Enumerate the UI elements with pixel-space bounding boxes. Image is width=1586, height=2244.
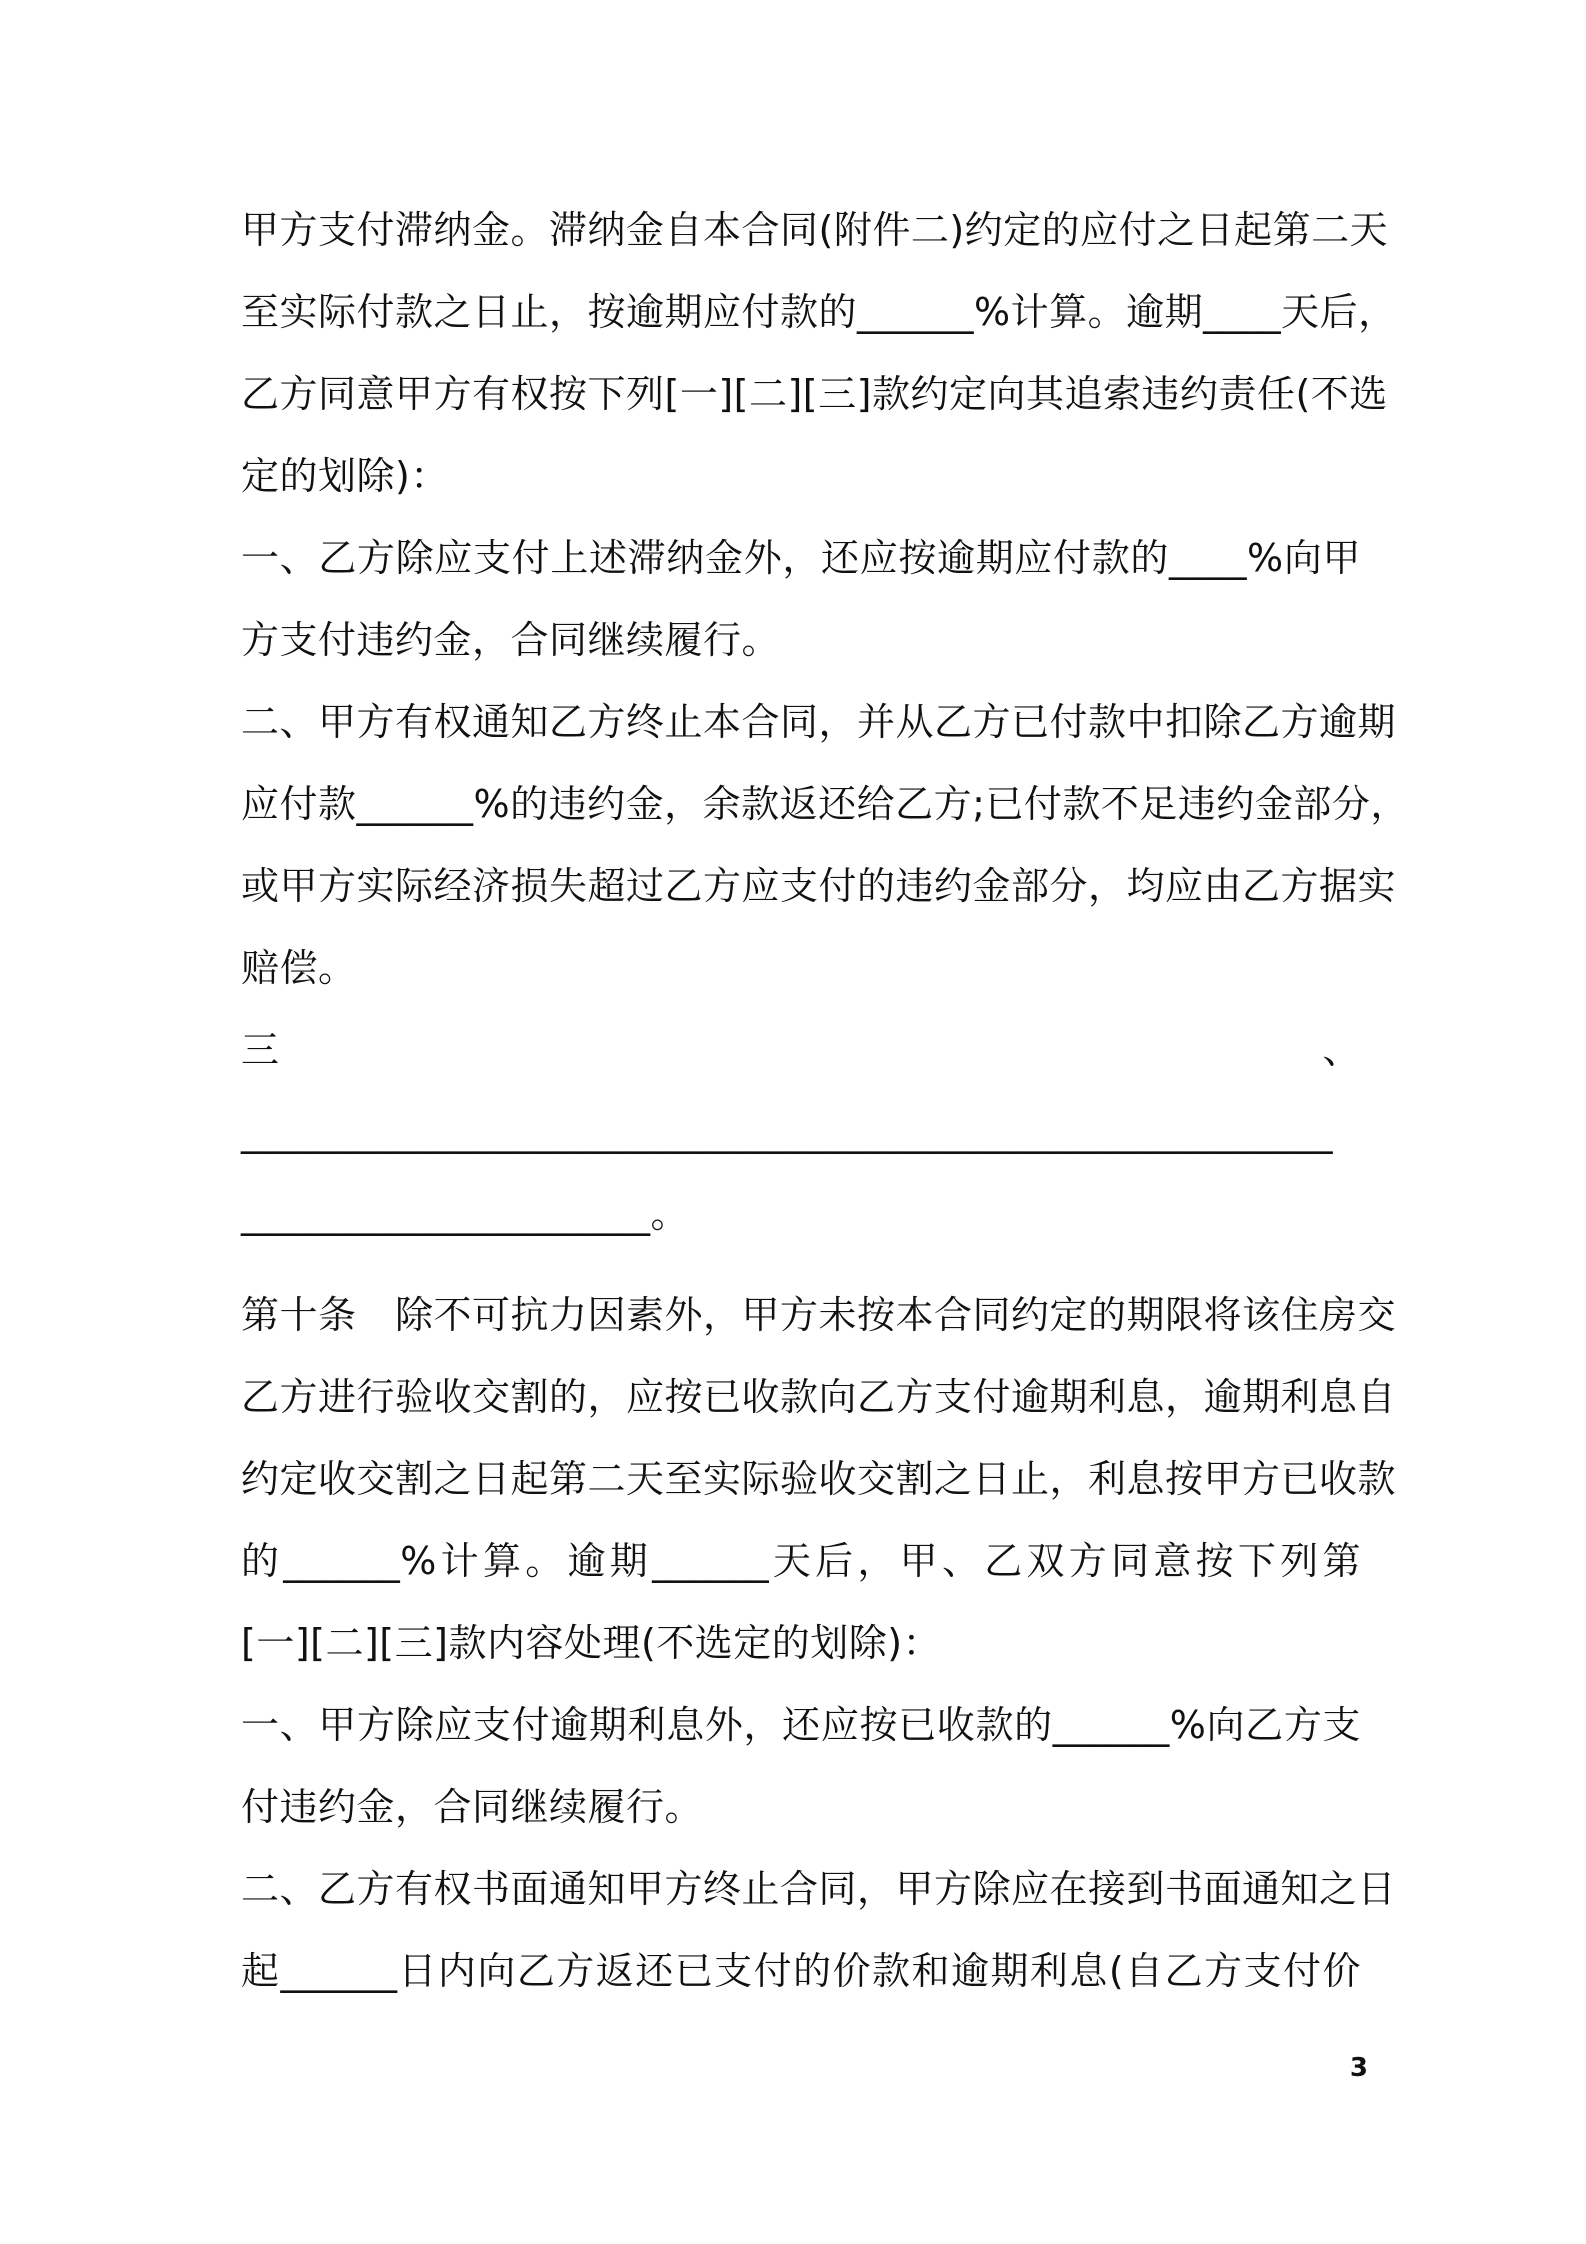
text-line-5: 一、乙方除应支付上述滞纳金外，还应按逾期应付款的____%向甲 — [241, 536, 1361, 580]
text-line-15: 约定收交割之日起第二天至实际验收交割之日止，利息按甲方已收款 — [241, 1457, 1397, 1501]
text-line-16: 的______%计算。逾期______天后，甲、乙双方同意按下列第 — [241, 1539, 1361, 1583]
text-line-8: 应付款______%的违约金，余款返还给乙方;已付款不足违约金部分， — [241, 782, 1409, 826]
text-line-7: 二、甲方有权通知乙方终止本合同，并从乙方已付款中扣除乙方逾期 — [241, 700, 1397, 744]
text-line-14: 乙方进行验收交割的，应按已收款向乙方支付逾期利息，逾期利息自 — [241, 1375, 1397, 1419]
text-line-10: 赔偿。 — [241, 946, 357, 990]
text-line-9: 或甲方实际经济损失超过乙方应支付的违约金部分，均应由乙方据实 — [241, 864, 1397, 908]
text-line-17: [一][二][三]款内容处理(不选定的划除)： — [241, 1621, 942, 1665]
blank-fill-line-2: _____________________。 — [241, 1192, 690, 1236]
text-line-2: 至实际付款之日止，按逾期应付款的______%计算。逾期____天后， — [241, 290, 1397, 334]
text-line-4: 定的划除)： — [241, 454, 449, 498]
text-line-1: 甲方支付滞纳金。滞纳金自本合同(附件二)约定的应付之日起第二天 — [241, 208, 1389, 252]
text-line-18: 一、甲方除应支付逾期利息外，还应按已收款的______%向乙方支 — [241, 1703, 1361, 1747]
text-line-21: 起______日内向乙方返还已支付的价款和逾期利息(自乙方支付价 — [241, 1949, 1361, 1993]
text-line-article-10: 第十条 除不可抗力因素外，甲方未按本合同约定的期限将该住房交 — [241, 1293, 1397, 1337]
text-line-3: 乙方同意甲方有权按下列[一][二][三]款约定向其追索违约责任(不选 — [241, 372, 1388, 416]
item-three-mark: 、 — [1322, 1028, 1361, 1072]
page-number: 3 — [1349, 2053, 1368, 2083]
text-line-20: 二、乙方有权书面通知甲方终止合同，甲方除应在接到书面通知之日 — [241, 1867, 1397, 1911]
item-three-label: 三 — [241, 1028, 280, 1072]
blank-fill-line-1: ________________________________________________________ — [241, 1110, 1333, 1154]
text-line-6: 方支付违约金，合同继续履行。 — [241, 618, 781, 662]
text-line-19: 付违约金，合同继续履行。 — [241, 1785, 704, 1829]
item-three-line — [241, 1021, 1361, 1079]
